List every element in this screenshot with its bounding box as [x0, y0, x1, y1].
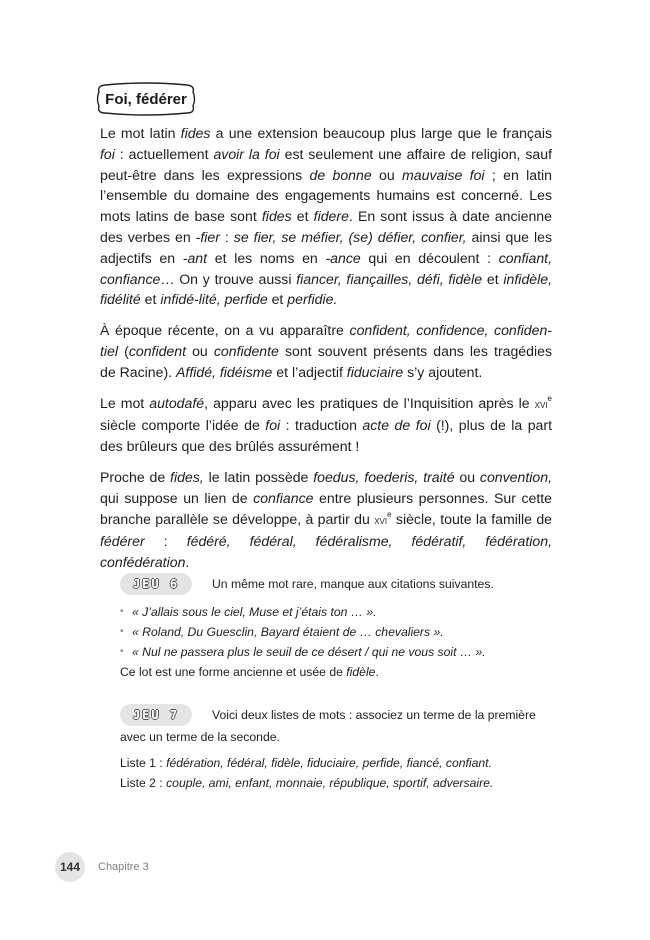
page-footer: [55, 852, 149, 882]
bullet-icon: •: [120, 626, 124, 637]
list-item: • « J’allais sous le ciel, Muse et j’étais ton … ».: [120, 602, 560, 622]
exercise-jeu-7: [120, 703, 560, 793]
jeu-6-badge: JEU 6: [120, 573, 192, 595]
exercise-jeu-6: [120, 572, 560, 682]
jeu-7-list-2: Liste 2 : couple, ami, enfant, monnaie, république, sportif, adversaire.: [120, 776, 494, 790]
jeu-7-list-1: Liste 1 : fédération, fédéral, fidèle, fiduciaire, perfide, fiancé, confiant.: [120, 756, 492, 770]
jeu-6-prompt: Un même mot rare, manque aux citations suivantes.: [212, 576, 494, 591]
paragraph-foedus: Proche de fides, le latin possède foedus, foederis, traité ou convention, qui suppose un lien de confiance entre plusieurs personnes. Sur cette branche parallèle se développe, à partir du xvi$^e$ siècle, toute la famille de fédérer : fédéré, fédéral, fédéralisme, fédératif, fédération, confédération.: [100, 468, 553, 571]
jeu-6-hint: Ce lot est une forme ancienne et usée de fidèle.: [120, 665, 379, 679]
page-number: 144: [55, 852, 85, 882]
bullet-icon: •: [120, 606, 124, 617]
paragraph-autodafe: Le mot autodafé, apparu avec les pratiques de l’Inquisition après le xvi$^e$ siècle comporte l’idée de foi : traduction acte de foi (!), plus de la part des brûleurs que des brûlés assurément !: [100, 393, 552, 455]
jeu-7-prompt: Voici deux listes de mots : associez un terme de la première: [212, 707, 536, 722]
jeu-7-prompt-continued: avec un terme de la seconde.: [120, 730, 280, 744]
section-title: Foi, fédérer: [105, 90, 187, 108]
section-heading-box: [96, 82, 196, 116]
jeu-6-quote-list: [120, 602, 560, 662]
bullet-icon: •: [120, 646, 124, 657]
paragraph-confident: À époque récente, on a vu apparaître confident, confidence, confiden-tiel (confident ou confidente sont souvent présents dans les tragédies de Racine). Affidé, fidéisme et l’adjectif fiduciaire s’y ajoutent.: [100, 322, 553, 380]
paragraph-fides: Le mot latin fides a une extension beaucoup plus large que le français foi : actuellement avoir la foi est seulement une affaire de religion, sauf peut-être dans les expressions de bonne ou mauvaise foi ; en latin l’ensemble du domaine des engagements humains est concerné. Les mots latins de base sont fides et fidere. En sont issus à date ancienne des verbes en -fier : se fier, se méfier, (se) défier, confier, ainsi que les adjectifs en -ant et les noms en -ance qui en découlent : confiant, confiance… On y trouve aussi fiancer, fiançailles, défi, fidèle et infidèle, fidélité et infidé-lité, perfide et perfidie.: [100, 125, 552, 308]
article-body: [100, 123, 552, 583]
list-item: • « Roland, Du Guesclin, Bayard étaient de … chevaliers ».: [120, 622, 560, 642]
list-item: • « Nul ne passera plus le seuil de ce désert / qui ne vous soit … ».: [120, 642, 560, 662]
jeu-7-badge: JEU 7: [120, 704, 192, 726]
chapter-label: Chapitre 3: [98, 861, 149, 873]
